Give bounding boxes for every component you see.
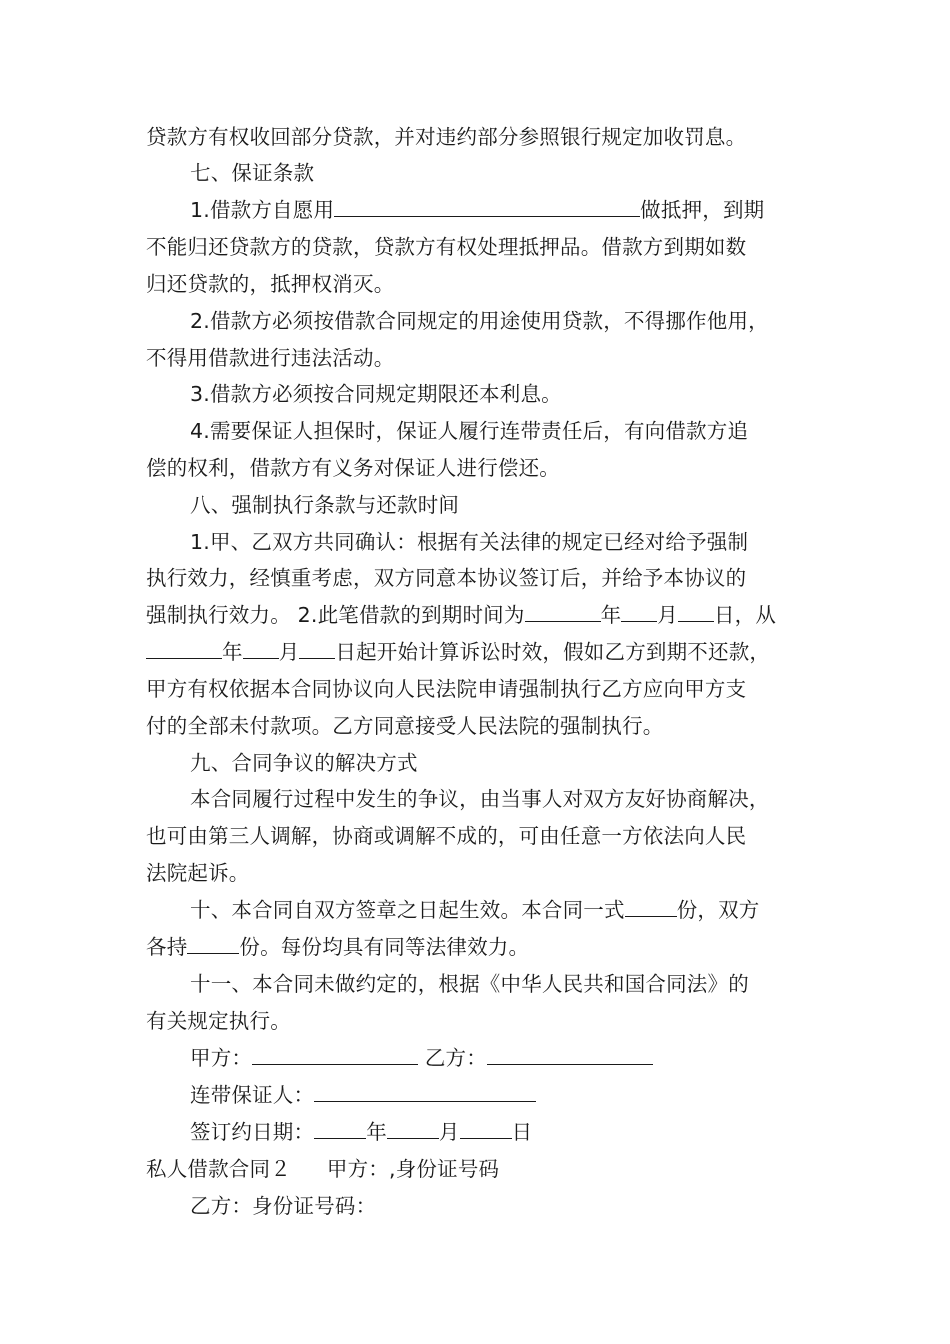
guarantor-line: 连带保证人：	[190, 1082, 854, 1108]
blank-month[interactable]	[621, 603, 657, 622]
section-heading-8: 八、强制执行条款与还款时间	[190, 493, 460, 517]
party-b-signature-field[interactable]	[487, 1046, 653, 1065]
party-b-id-line: 乙方：身份证号码：	[190, 1194, 377, 1218]
clause-7-3: 3.借款方必须按合同规定期限还本利息。	[190, 382, 562, 406]
text-line: 年 月 日起开始计算诉讼时效，假如乙方到期不还款，	[146, 639, 810, 665]
text-line: 贷款方有权收回部分贷款，并对违约部分参照银行规定加收罚息。	[146, 125, 747, 149]
section-heading-7: 七、保证条款	[190, 161, 315, 185]
clause-10: 十、本合同自双方签章之日起生效。本合同一式 份，双方	[190, 898, 760, 922]
text-line: 付的全部未付款项。乙方同意接受人民法院的强制执行。	[146, 714, 664, 738]
clause-7-4: 4.需要保证人担保时，保证人履行连带责任后，有向借款方追	[190, 419, 749, 443]
guarantor-field[interactable]	[314, 1083, 536, 1102]
clause-11: 十一、本合同未做约定的，根据《中华人民共和国合同法》的	[190, 972, 749, 996]
clause-8-2: 强制执行效力。 2.此笔借款的到期时间为 年 月 日，从	[146, 603, 777, 627]
blank-day[interactable]	[678, 603, 714, 622]
blank-copies[interactable]	[625, 898, 677, 917]
blank-month[interactable]	[243, 640, 279, 659]
clause-9: 本合同履行过程中发生的争议，由当事人对双方友好协商解决，	[190, 787, 770, 811]
blank-day[interactable]	[299, 640, 335, 659]
text-line: 法院起诉。	[146, 861, 250, 885]
blank-year[interactable]	[314, 1120, 366, 1139]
text-line: 不得用借款进行违法活动。	[146, 346, 395, 370]
blank-day[interactable]	[460, 1120, 512, 1139]
text-line: 各持 份。每份均具有同等法律效力。	[146, 935, 530, 959]
clause-8-1: 1.甲、乙双方共同确认：根据有关法律的规定已经对给予强制	[190, 530, 749, 554]
text-line: 偿的权利，借款方有义务对保证人进行偿还。	[146, 456, 560, 480]
text-line: 不能归还贷款方的贷款，贷款方有权处理抵押品。借款方到期如数	[146, 235, 747, 259]
second-contract-heading: 私人借款合同２ 甲方：,身份证号码	[146, 1157, 500, 1181]
blank-month[interactable]	[387, 1120, 439, 1139]
blank-year[interactable]	[525, 603, 601, 622]
text-line: 也可由第三人调解，协商或调解不成的，可由任意一方依法向人民	[146, 824, 747, 848]
signing-date-line: 签订约日期： 年 月 日	[190, 1120, 533, 1144]
blank-year[interactable]	[146, 640, 222, 659]
party-a-signature-field[interactable]	[252, 1046, 418, 1065]
text-line: 甲方有权依据本合同协议向人民法院申请强制执行乙方应向甲方支	[146, 677, 747, 701]
section-heading-9: 九、合同争议的解决方式	[190, 751, 418, 775]
blank-field[interactable]	[334, 198, 640, 217]
text-line: 有关规定执行。	[146, 1009, 291, 1033]
signature-party-line: 甲方： 乙方：	[190, 1045, 854, 1071]
text-line: 执行效力，经慎重考虑，双方同意本协议签订后，并给予本协议的	[146, 566, 747, 590]
clause-7-1: 1.借款方自愿用 做抵押，到期	[190, 198, 765, 222]
text-line: 归还贷款的，抵押权消灭。	[146, 272, 395, 296]
blank-copies-each[interactable]	[187, 935, 239, 954]
clause-7-2: 2.借款方必须按借款合同规定的用途使用贷款，不得挪作他用，	[190, 309, 769, 333]
